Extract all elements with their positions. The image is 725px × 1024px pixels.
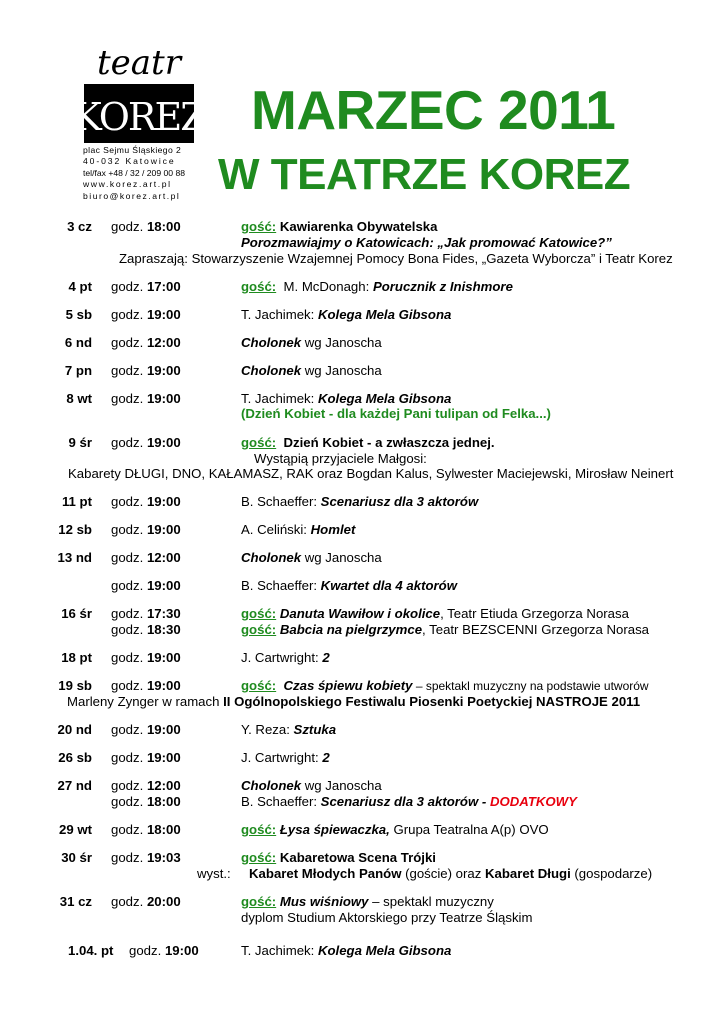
event-title: Cholonek (241, 778, 302, 793)
logo-top-word: teatr (97, 43, 181, 83)
event-subtitle: Wystąpią przyjaciele Małgosi: (254, 451, 427, 466)
extra-badge: DODATKOWY (489, 794, 577, 809)
event-time: godz. 19:00 (129, 943, 199, 958)
event-line: Cholonek wg Janoscha (241, 778, 382, 793)
event-title: Babcia na pielgrzymce (279, 622, 423, 637)
contact-address: plac Sejmu Śląskiego 2 (83, 145, 182, 155)
event-day: 8 wt (66, 391, 92, 406)
event-time: godz. 17:00 (111, 279, 181, 294)
event-title: Scenariusz dla 3 aktorów (320, 494, 479, 509)
event-day: 30 śr (61, 850, 92, 865)
guest-label: gość: (241, 850, 277, 865)
event-line (241, 435, 495, 451)
event-day: 13 nd (57, 550, 92, 565)
event-title: Czas śpiewu kobiety (283, 678, 413, 693)
event-line (241, 219, 437, 235)
event-day: 11 pt (61, 494, 92, 509)
event-line: J. Cartwright: 2 (241, 750, 330, 765)
event-title: Homlet (310, 522, 356, 537)
page-title: MARZEC 2011 (251, 79, 616, 141)
event-line: B. Schaeffer: Kwartet dla 4 aktorów (241, 578, 457, 593)
guest-label: gość: (241, 279, 277, 294)
event-day: 7 pn (64, 363, 92, 378)
event-time: godz. 19:00 (111, 391, 181, 406)
event-day: 27 nd (57, 778, 92, 793)
event-time: godz. 18:00 (111, 219, 181, 234)
event-title: Kwartet dla 4 aktorów (320, 578, 457, 593)
event-line: B. Schaeffer: Scenariusz dla 3 aktorów (241, 494, 479, 509)
event-line: gość: Czas śpiewu kobiety – spektakl muzyczny na podstawie utworów (241, 678, 649, 693)
event-subtitle: Porozmawiajmy o Katowicach: „Jak promować Katowice?” (241, 235, 612, 250)
event-day: 16 śr (61, 606, 92, 621)
event-note: Zapraszają: Stowarzyszenie Wzajemnej Pomocy Bona Fides, „Gazeta Wyborcza” i Teatr Korez (119, 251, 673, 266)
event-line: A. Celiński: Homlet (241, 522, 356, 537)
event-time: godz. 18:00 (111, 822, 181, 837)
event-title: Cholonek (241, 363, 302, 378)
event-time: godz. 17:30 (111, 606, 181, 621)
event-title: Cholonek (241, 550, 302, 565)
event-day: 5 sb (65, 307, 92, 322)
contact-email: biuro@korez.art.pl (83, 190, 181, 201)
event-time: godz. 12:00 (111, 335, 181, 350)
event-time: godz. 19:00 (111, 494, 181, 509)
logo-bottom-word: KOREZ (73, 95, 205, 139)
event-day: 20 nd (57, 722, 92, 737)
event-title: Kabaretowa Scena Trójki (279, 850, 436, 865)
event-line: gość: Danuta Wawiłow i okolice, Teatr Etiuda Grzegorza Norasa (241, 606, 629, 621)
event-title: Dzień Kobiet - a zwłaszcza jednej. (283, 435, 495, 450)
event-time: godz. 19:00 (111, 650, 181, 665)
event-title: Sztuka (293, 722, 337, 737)
event-title: Scenariusz dla 3 aktorów - (320, 794, 490, 809)
event-line: J. Cartwright: 2 (241, 650, 330, 665)
event-time: godz. 19:00 (111, 435, 181, 450)
contact-phone: tel/fax +48 / 32 / 209 00 88 (83, 167, 186, 178)
page-subtitle: W TEATRZE KOREZ (218, 150, 631, 199)
event-day: 18 pt (61, 650, 92, 665)
event-day: 1.04. pt (68, 943, 114, 958)
event-line: B. Schaeffer: Scenariusz dla 3 aktorów - DODATKOWY (241, 794, 577, 809)
event-title: 2 (322, 650, 330, 665)
teatr-korez-logo (73, 40, 205, 143)
event-line: Cholonek wg Janoscha (241, 363, 382, 378)
event-time: godz. 12:00 (111, 778, 181, 793)
guest-label: gość: (241, 622, 277, 637)
contact-city: 40-032 Katowice (83, 156, 176, 167)
event-line (241, 850, 436, 866)
event-day: 9 śr (68, 435, 92, 450)
guest-label: gość: (241, 606, 277, 621)
event-title: Danuta Wawiłow i okolice (279, 606, 441, 621)
event-note: Marleny Zynger w ramach II Ogólnopolskiego Festiwalu Piosenki Poetyckiej NASTROJE 2011 (67, 694, 641, 709)
event-line: T. Jachimek: Kolega Mela Gibsona (241, 943, 452, 958)
event-time: godz. 19:00 (111, 522, 181, 537)
event-note: (Dzień Kobiet - dla każdej Pani tulipan od Felka...) (241, 406, 551, 421)
event-line: gość: Babcia na pielgrzymce, Teatr BEZSCENNI Grzegorza Norasa (241, 622, 649, 637)
event-note: Kabarety DŁUGI, DNO, KAŁAMASZ, RAK oraz Bogdan Kalus, Sylwester Maciejewski, Mirosław Neinert (68, 466, 674, 481)
event-day: 12 sb (58, 522, 92, 537)
guest-label: gość: (241, 894, 277, 909)
event-day: 4 pt (68, 279, 92, 294)
event-line: T. Jachimek: Kolega Mela Gibsona (241, 307, 452, 322)
contact-block (83, 145, 196, 202)
guest-label: gość: (241, 678, 277, 693)
event-time: godz. 20:00 (111, 894, 181, 909)
contact-website: www.korez.art.pl (83, 179, 172, 190)
event-time: godz. 19:00 (111, 750, 181, 765)
guest-label: gość: (241, 822, 277, 837)
event-title: 2 (322, 750, 330, 765)
event-title: Kolega Mela Gibsona (317, 391, 452, 406)
event-time: godz. 19:00 (111, 578, 181, 593)
event-title: Łysa śpiewaczka, (279, 822, 390, 837)
event-line: T. Jachimek: Kolega Mela Gibsona (241, 391, 452, 406)
event-time: godz. 19:00 (111, 363, 181, 378)
event-line: gość: M. McDonagh: Porucznik z Inishmore (241, 279, 513, 294)
event-title: Porucznik z Inishmore (372, 279, 513, 294)
event-day: 19 sb (58, 678, 92, 693)
event-line: Cholonek wg Janoscha (241, 335, 382, 350)
event-time: godz. 19:00 (111, 307, 181, 322)
event-line: gość: Mus wiśniowy – spektakl muzyczny (241, 894, 494, 909)
event-time: godz. 19:03 (111, 850, 181, 865)
event-time: godz. 18:30 (111, 622, 181, 637)
event-line: Y. Reza: Sztuka (241, 722, 337, 737)
event-note: dyplom Studium Aktorskiego przy Teatrze Śląskim (241, 910, 533, 925)
event-line: Cholonek wg Janoscha (241, 550, 382, 565)
event-day: 29 wt (59, 822, 92, 837)
event-day: 26 sb (58, 750, 92, 765)
event-line: gość: Łysa śpiewaczka, Grupa Teatralna A(p) OVO (241, 822, 549, 837)
event-title: Kawiarenka Obywatelska (279, 219, 438, 234)
event-day: 3 cz (67, 219, 92, 234)
event-day: 6 nd (64, 335, 92, 350)
event-time: godz. 19:00 (111, 722, 181, 737)
guest-label: gość: (241, 219, 277, 234)
event-time: godz. 18:00 (111, 794, 181, 809)
event-title: Kolega Mela Gibsona (317, 307, 452, 322)
event-time: godz. 12:00 (111, 550, 181, 565)
guest-label: gość: (241, 435, 277, 450)
event-title: Kolega Mela Gibsona (317, 943, 452, 958)
event-time: godz. 19:00 (111, 678, 181, 693)
event-note: wyst.: Kabaret Młodych Panów (goście) oraz Kabaret Długi (gospodarze) (197, 866, 653, 881)
event-day: 31 cz (59, 894, 92, 909)
event-title: Mus wiśniowy (279, 894, 369, 909)
event-title: Cholonek (241, 335, 302, 350)
